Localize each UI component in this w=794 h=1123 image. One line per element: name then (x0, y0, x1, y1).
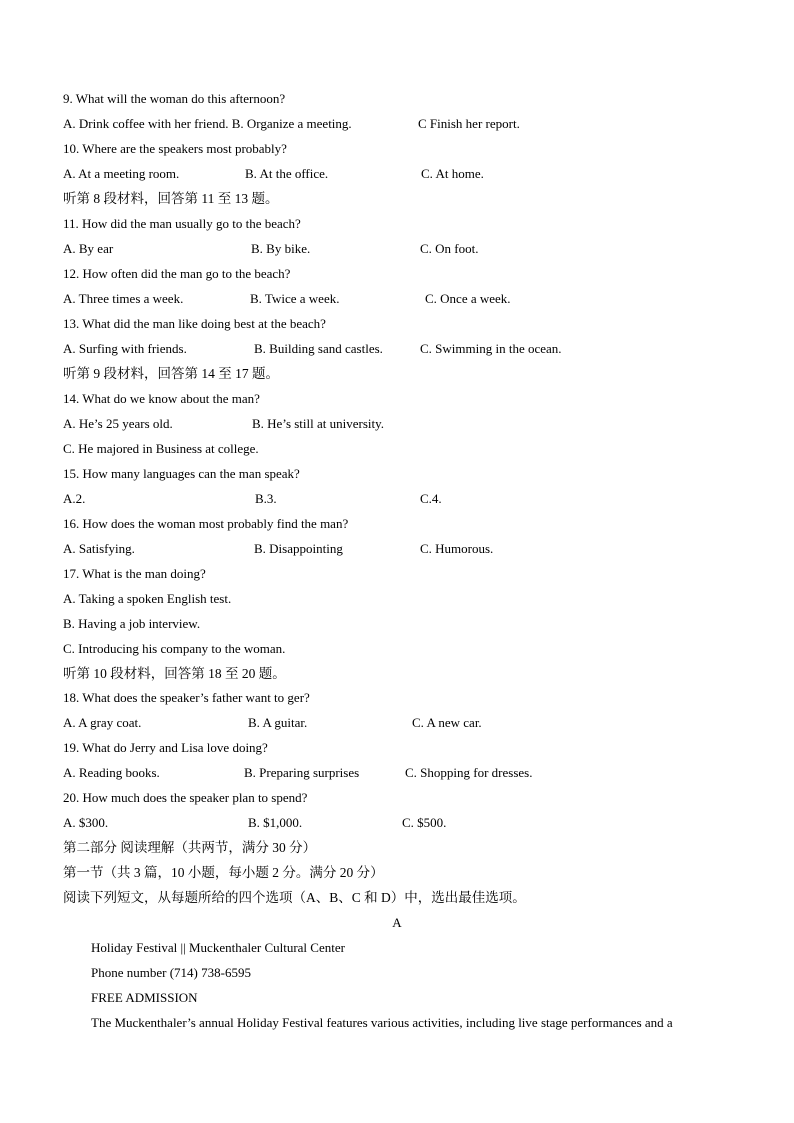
option: C. At home. (421, 166, 484, 181)
option: A. By ear (63, 241, 114, 256)
option: A.2. (63, 491, 86, 506)
reading-instruction: 阅读下列短文，从每题所给的四个选项（A、B、C 和 D）中，选出最佳选项。 (63, 890, 526, 905)
question-15: 15. How many languages can the man speak? (63, 466, 300, 481)
option: B. Twice a week. (250, 291, 340, 306)
option: A. At a meeting room. (63, 166, 180, 181)
passage-admission: FREE ADMISSION (91, 990, 198, 1005)
section-heading: 第一节（共 3 篇，10 小题，每小题 2 分。满分 20 分） (63, 865, 384, 880)
question-9: 9. What will the woman do this afternoon? (63, 91, 286, 106)
passage-title: Holiday Festival || Muckenthaler Cultural Center (91, 940, 345, 955)
option: A. A gray coat. (63, 715, 142, 730)
option: A. Drink coffee with her friend. B. Organize a meeting. (63, 116, 352, 131)
option: C. A new car. (412, 715, 482, 730)
question-13: 13. What did the man like doing best at the beach? (63, 316, 326, 331)
section-instruction: 听第 9 段材料，回答第 14 至 17 题。 (63, 366, 279, 381)
question-14: 14. What do we know about the man? (63, 391, 260, 406)
question-12: 12. How often did the man go to the beach? (63, 266, 291, 281)
option: C Finish her report. (418, 116, 520, 131)
section-instruction: 听第 10 段材料，回答第 18 至 20 题。 (63, 666, 286, 681)
option: B. At the office. (245, 166, 329, 181)
option: A. Surfing with friends. (63, 341, 187, 356)
question-19: 19. What do Jerry and Lisa love doing? (63, 740, 268, 755)
option: A. Reading books. (63, 765, 160, 780)
question-16: 16. How does the woman most probably find the man? (63, 516, 349, 531)
option: C. Humorous. (420, 541, 494, 556)
option: B. A guitar. (248, 715, 308, 730)
passage-label: A (392, 915, 402, 930)
option: C. Once a week. (425, 291, 511, 306)
option: B. Disappointing (254, 541, 343, 556)
passage-body: The Muckenthaler’s annual Holiday Festival features various activities, including live stage performances and a (91, 1015, 673, 1030)
option: A. He’s 25 years old. (63, 416, 173, 431)
question-10: 10. Where are the speakers most probably? (63, 141, 287, 156)
option: B. Building sand castles. (254, 341, 383, 356)
option: B. Preparing surprises (244, 765, 360, 780)
option: B. $1,000. (248, 815, 303, 830)
question-14-option-c: C. He majored in Business at college. (63, 441, 259, 456)
option: C. $500. (402, 815, 447, 830)
section-instruction: 听第 8 段材料，回答第 11 至 13 题。 (63, 191, 279, 206)
option: B. By bike. (251, 241, 311, 256)
option: C.4. (420, 491, 442, 506)
part-heading: 第二部分 阅读理解（共两节，满分 30 分） (63, 840, 317, 855)
question-20: 20. How much does the speaker plan to spend? (63, 790, 308, 805)
question-18: 18. What does the speaker’s father want to ger? (63, 690, 310, 705)
option: A. Three times a week. (63, 291, 184, 306)
option: A. Taking a spoken English test. (63, 591, 232, 606)
passage-phone: Phone number (714) 738-6595 (91, 965, 251, 980)
option: B. He’s still at university. (252, 416, 385, 431)
option: C. Shopping for dresses. (405, 765, 533, 780)
option: C. Introducing his company to the woman. (63, 641, 286, 656)
question-17: 17. What is the man doing? (63, 566, 206, 581)
option: B.3. (255, 491, 277, 506)
option: B. Having a job interview. (63, 616, 201, 631)
option: A. Satisfying. (63, 541, 135, 556)
option: C. On foot. (420, 241, 479, 256)
option: C. Swimming in the ocean. (420, 341, 562, 356)
option: A. $300. (63, 815, 109, 830)
question-11: 11. How did the man usually go to the beach? (63, 216, 301, 231)
